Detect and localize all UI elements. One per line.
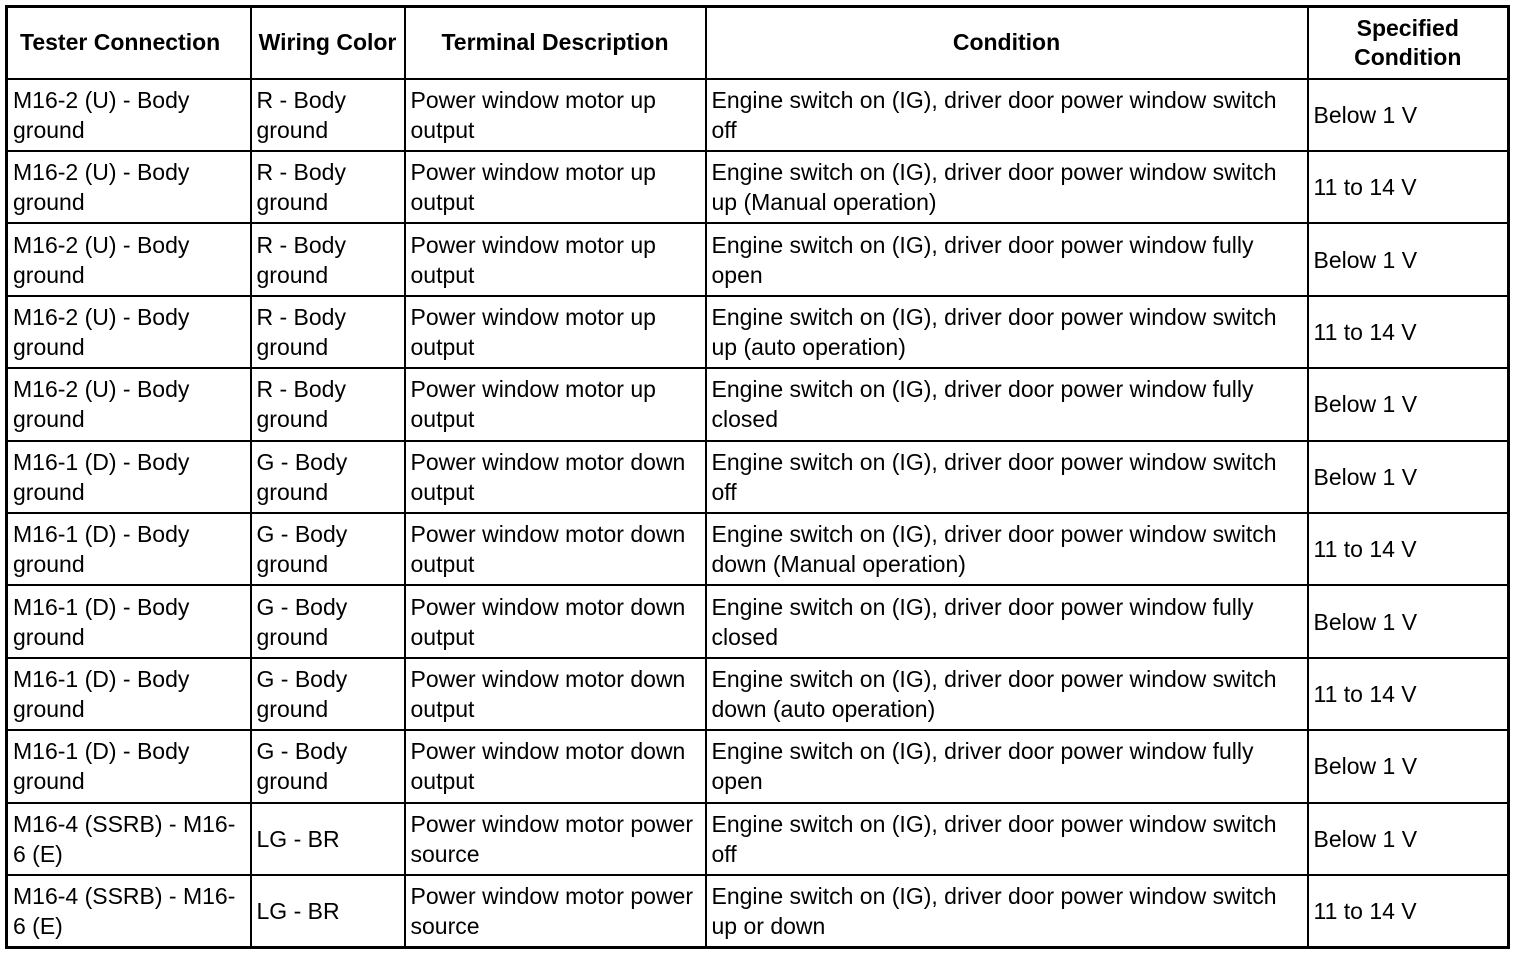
cell-tester-connection: M16-2 (U) - Body ground xyxy=(7,223,251,295)
cell-condition: Engine switch on (IG), driver door power window switch down (auto operation) xyxy=(706,658,1308,730)
cell-condition: Engine switch on (IG), driver door power window switch up or down xyxy=(706,875,1308,948)
cell-tester-connection: M16-1 (D) - Body ground xyxy=(7,730,251,802)
cell-specified-condition: Below 1 V xyxy=(1308,79,1509,151)
table-row xyxy=(7,513,1509,585)
cell-wiring-color: G - Body ground xyxy=(251,658,405,730)
cell-wiring-color: R - Body ground xyxy=(251,368,405,440)
table-row xyxy=(7,585,1509,657)
header-row xyxy=(7,7,1509,79)
cell-wiring-color: G - Body ground xyxy=(251,730,405,802)
cell-terminal-description: Power window motor up output xyxy=(405,151,706,223)
table-row xyxy=(7,79,1509,151)
cell-specified-condition: 11 to 14 V xyxy=(1308,875,1509,948)
cell-condition: Engine switch on (IG), driver door power window switch off xyxy=(706,79,1308,151)
cell-wiring-color: LG - BR xyxy=(251,875,405,948)
cell-tester-connection: M16-1 (D) - Body ground xyxy=(7,658,251,730)
table-row xyxy=(7,441,1509,513)
cell-specified-condition: 11 to 14 V xyxy=(1308,296,1509,368)
table-row xyxy=(7,151,1509,223)
table-row xyxy=(7,658,1509,730)
cell-specified-condition: 11 to 14 V xyxy=(1308,513,1509,585)
header-terminal-description: Terminal Description xyxy=(405,7,706,79)
table-row xyxy=(7,730,1509,802)
cell-tester-connection: M16-2 (U) - Body ground xyxy=(7,368,251,440)
cell-condition: Engine switch on (IG), driver door power window switch off xyxy=(706,803,1308,875)
cell-specified-condition: Below 1 V xyxy=(1308,441,1509,513)
cell-condition: Engine switch on (IG), driver door power window switch off xyxy=(706,441,1308,513)
table-row xyxy=(7,875,1509,948)
table-row xyxy=(7,803,1509,875)
cell-terminal-description: Power window motor power source xyxy=(405,875,706,948)
header-specified-condition: Specified Condition xyxy=(1308,7,1509,79)
cell-specified-condition: Below 1 V xyxy=(1308,223,1509,295)
cell-tester-connection: M16-2 (U) - Body ground xyxy=(7,296,251,368)
table-row xyxy=(7,223,1509,295)
cell-condition: Engine switch on (IG), driver door power window fully open xyxy=(706,730,1308,802)
cell-tester-connection: M16-1 (D) - Body ground xyxy=(7,585,251,657)
cell-terminal-description: Power window motor down output xyxy=(405,658,706,730)
cell-condition: Engine switch on (IG), driver door power window fully open xyxy=(706,223,1308,295)
cell-wiring-color: R - Body ground xyxy=(251,151,405,223)
cell-tester-connection: M16-2 (U) - Body ground xyxy=(7,151,251,223)
cell-specified-condition: Below 1 V xyxy=(1308,803,1509,875)
header-condition: Condition xyxy=(706,7,1308,79)
cell-wiring-color: LG - BR xyxy=(251,803,405,875)
cell-terminal-description: Power window motor down output xyxy=(405,585,706,657)
cell-terminal-description: Power window motor down output xyxy=(405,513,706,585)
cell-wiring-color: G - Body ground xyxy=(251,513,405,585)
cell-specified-condition: Below 1 V xyxy=(1308,585,1509,657)
cell-condition: Engine switch on (IG), driver door power window fully closed xyxy=(706,585,1308,657)
cell-terminal-description: Power window motor down output xyxy=(405,441,706,513)
cell-tester-connection: M16-4 (SSRB) - M16-6 (E) xyxy=(7,875,251,948)
cell-terminal-description: Power window motor up output xyxy=(405,368,706,440)
cell-terminal-description: Power window motor power source xyxy=(405,803,706,875)
cell-wiring-color: R - Body ground xyxy=(251,223,405,295)
cell-specified-condition: Below 1 V xyxy=(1308,730,1509,802)
cell-wiring-color: R - Body ground xyxy=(251,79,405,151)
cell-terminal-description: Power window motor up output xyxy=(405,296,706,368)
cell-tester-connection: M16-4 (SSRB) - M16-6 (E) xyxy=(7,803,251,875)
table-row xyxy=(7,296,1509,368)
table-body xyxy=(7,79,1509,948)
cell-specified-condition: 11 to 14 V xyxy=(1308,658,1509,730)
terminal-inspection-table xyxy=(5,5,1510,949)
cell-wiring-color: G - Body ground xyxy=(251,441,405,513)
cell-condition: Engine switch on (IG), driver door power window fully closed xyxy=(706,368,1308,440)
cell-tester-connection: M16-2 (U) - Body ground xyxy=(7,79,251,151)
cell-specified-condition: 11 to 14 V xyxy=(1308,151,1509,223)
header-tester-connection: Tester Connection xyxy=(7,7,251,79)
cell-terminal-description: Power window motor down output xyxy=(405,730,706,802)
cell-tester-connection: M16-1 (D) - Body ground xyxy=(7,513,251,585)
cell-wiring-color: R - Body ground xyxy=(251,296,405,368)
cell-wiring-color: G - Body ground xyxy=(251,585,405,657)
cell-specified-condition: Below 1 V xyxy=(1308,368,1509,440)
cell-condition: Engine switch on (IG), driver door power window switch up (Manual operation) xyxy=(706,151,1308,223)
cell-terminal-description: Power window motor up output xyxy=(405,79,706,151)
cell-condition: Engine switch on (IG), driver door power window switch up (auto operation) xyxy=(706,296,1308,368)
cell-tester-connection: M16-1 (D) - Body ground xyxy=(7,441,251,513)
cell-condition: Engine switch on (IG), driver door power window switch down (Manual operation) xyxy=(706,513,1308,585)
table-row xyxy=(7,368,1509,440)
header-wiring-color: Wiring Color xyxy=(251,7,405,79)
cell-terminal-description: Power window motor up output xyxy=(405,223,706,295)
